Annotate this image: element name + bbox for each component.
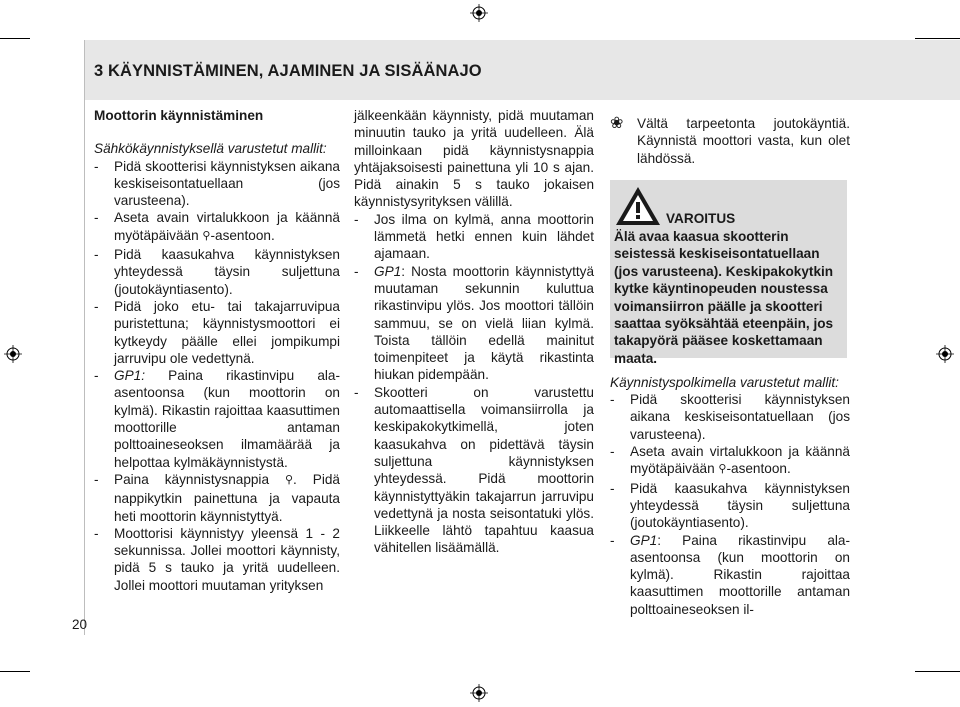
column-3 <box>610 115 850 618</box>
starter-button-icon: ⚲ <box>284 473 294 486</box>
crop-mark <box>0 38 30 39</box>
list-item: - Aseta avain virtalukkoon ja käännä myötäpäivään ⚲-asentoon. <box>610 443 850 480</box>
column-1 <box>94 107 340 594</box>
warning-title: VAROITUS <box>666 210 736 226</box>
crop-mark <box>915 671 960 672</box>
list-item: - Pidä kaasukahva käynnistyksen yhteydessä täysin suljettuna (joutokäyntiasento). <box>610 480 850 531</box>
paragraph: jälkeenkään käynnisty, pidä muutaman minuutin tauko ja yritä uudelleen. Älä milloinkaan pidä käynnistysnappia yhtäjaksoisesti painettuna yli 10 s ajan. Pidä ainakin 5 s tauko jokaisen käynnistysyrityksen välillä. <box>354 108 594 210</box>
warning-text: Älä avaa kaasua skootterin seistessä keskiseisontatuellaan (jos varusteena). Keskipakokytkin kytke käyntinopeuden noustessa voimansiirron päälle ja skootteri saattaa syöksähtää eteenpäin, jos takapyörä pääsee koskettamaan maata. <box>614 228 834 366</box>
subsection-heading: Sähkökäynnistyksellä varustetut mallit: <box>94 141 327 157</box>
list-item: - GP1: Paina rikastinvipu ala-asentoonsa (kun moottorin on kylmä). Rikastin rajoittaa kaasuttimen moottorille antaman polttoaineseoksen il- <box>610 532 850 617</box>
crop-mark <box>0 671 30 672</box>
eco-leaf-icon: ❀ <box>610 115 624 132</box>
registration-mark-icon <box>470 684 488 702</box>
column-2 <box>354 107 594 557</box>
chapter-title: 3 KÄYNNISTÄMINEN, AJAMINEN JA SISÄÄNAJO <box>94 62 482 80</box>
warning-box <box>610 180 847 366</box>
list-item: - Pidä joko etu- tai takajarruvipua puristettuna; käynnistysmoottori ei kytkeydy päälle ellei jompikumpi jarruvipu ole vedettynä. <box>94 298 340 366</box>
registration-mark-icon <box>936 345 954 363</box>
ignition-on-icon: ⚲ <box>202 229 211 242</box>
list-item: - Pidä kaasukahva käynnistyksen yhteydessä täysin suljettuna (joutokäyntiasento). <box>94 247 340 297</box>
margin-rule <box>84 40 85 635</box>
subsection-heading: Käynnistyspolkimella varustetut mallit: <box>610 374 839 390</box>
page-number: 20 <box>72 617 88 632</box>
crop-mark <box>915 38 960 39</box>
list-item: - GP1: Nosta moottorin käynnistyttyä muutaman sekunnin kuluttua rikastinvipu ylös. Jos moottori tällöin sammuu, se on vielä liian kylmä. Toista tällöin edellä mainitut toimenpiteet ja käytä rikastinta hiukan pidempään. <box>354 263 594 383</box>
warning-triangle-icon <box>614 185 662 227</box>
list-item: - Aseta avain virtalukkoon ja käännä myötäpäivään ⚲-asentoon. <box>94 209 340 246</box>
list-item: - Pidä skootterisi käynnistyksen aikana keskiseisontatuellaan (jos varusteena). <box>610 392 850 442</box>
list-item: - GP1: Paina rikastinvipu ala-asentoonsa (kun moottorin on kylmä). Rikastin rajoittaa kaasuttimen moottorille antaman polttoaineseoksen ilmamäärää ja helpottaa kylmäkäynnistystä. <box>94 368 340 470</box>
list-item: - Pidä skootterisi käynnistyksen aikana keskiseisontatuellaan (jos varusteena). <box>94 158 340 209</box>
registration-mark-icon <box>4 345 22 363</box>
ignition-on-icon: ⚲ <box>718 463 727 476</box>
list-item: - Paina käynnistysnappia ⚲. Pidä nappikytkin painettuna ja vapauta heti moottorin käynnistyttyä. <box>94 471 340 524</box>
registration-mark-icon <box>470 4 488 22</box>
list-item: - Skootteri on varustettu automaattisella voimansiirrolla ja keskipakokytkimellä, joten kaasukahva on pidettävä täysin suljettuna käynnistyksen yhteydessä. Pidä moottorin käynnistyttyäkin takajarrun jarruvipu vedettynä ja nosta seisontatuki ylös. Liikkeelle lähtö tapahtuu kaasua vähitellen lisäämällä. <box>354 384 594 556</box>
eco-tip: ❀ Vältä tarpeetonta joutokäyntiä. Käynnistä moottori vasta, kun olet lähdössä. <box>610 115 850 166</box>
list-item: - Moottorisi käynnistyy yleensä 1 - 2 sekunnissa. Jollei moottori käynnisty, pidä 5 s tauko ja yritä uudelleen. Jollei moottori muutaman yrityksen <box>94 525 340 593</box>
list-item: - Jos ilma on kylmä, anna moottorin lämmetä hetki ennen kuin lähdet ajamaan. <box>354 211 594 262</box>
section-heading: Moottorin käynnistäminen <box>94 108 264 123</box>
